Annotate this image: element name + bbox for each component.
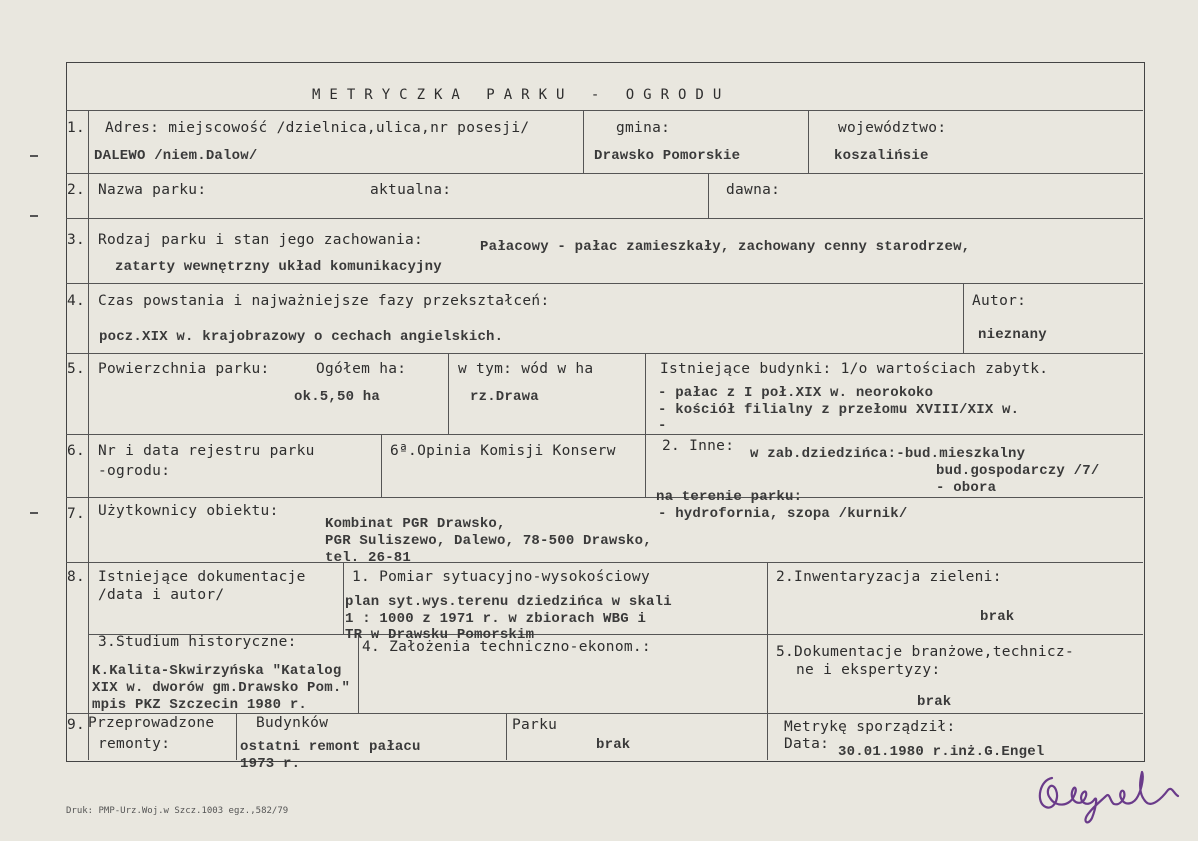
renovations-label: Przeprowadzone — [88, 715, 215, 731]
address-value: DALEWO /niem.Dalow/ — [94, 148, 258, 164]
rule — [358, 634, 359, 713]
rule — [381, 434, 382, 497]
section-number: 2. — [67, 182, 86, 198]
voivodeship-label: województwo: — [838, 120, 947, 136]
register-label: Nr i data rejestru parku — [98, 443, 315, 459]
rule — [506, 713, 507, 760]
users-label: Użytkownicy obiektu: — [98, 503, 279, 519]
greenery-inventory-label: 2.Inwentaryzacja zieleni: — [776, 569, 1002, 585]
documentation-label: Istniejące dokumentacje — [98, 569, 306, 585]
card-title: METRYCZKA PARKU - OGRODU — [312, 87, 731, 103]
rule — [66, 110, 1143, 111]
section-number: 5. — [67, 361, 86, 377]
rule — [448, 353, 449, 434]
section-number: 4. — [67, 293, 86, 309]
rule — [767, 562, 768, 713]
rule — [66, 497, 1143, 498]
historical-study-label: 3.Studium historyczne: — [98, 634, 297, 650]
historical-study-value: XIX w. dworów gm.Drawsko Pom." — [92, 680, 351, 696]
rule — [66, 434, 1143, 435]
register-label: -ogrodu: — [98, 463, 171, 479]
survey-value: TR w Drawsku Pomorskim — [345, 627, 535, 643]
rule — [808, 110, 809, 173]
commission-opinion-label: 6ª.Opinia Komisji Konserw — [390, 443, 616, 459]
rule — [236, 713, 237, 760]
park-type-value: Pałacowy - pałac zamieszkały, zachowany cenny starodrzew, — [480, 239, 971, 255]
prepared-by-label: Metrykę sporządził: — [784, 719, 956, 735]
survey-value: plan syt.wys.terenu dziedzińca w skali — [345, 594, 672, 610]
signature — [1022, 760, 1182, 830]
water-area-value: rz.Drawa — [470, 389, 539, 405]
park-name-label: Nazwa parku: — [98, 182, 207, 198]
former-name-label: dawna: — [726, 182, 781, 198]
buildings-renovation-value: 1973 r. — [240, 756, 301, 772]
other-building-item: - obora — [936, 480, 997, 496]
documentation-label: /data i autor/ — [98, 587, 225, 603]
rule — [88, 110, 89, 760]
section-number: 1. — [67, 120, 86, 136]
technical-assumptions-label: 4. Założenia techniczno-ekonom.: — [362, 639, 651, 655]
rule — [708, 173, 709, 218]
rule — [66, 218, 1143, 219]
building-item: - — [658, 418, 667, 434]
address-label: Adres: miejscowość /dzielnica,ulica,nr posesji/ — [105, 120, 530, 136]
survey-value: 1 : 1000 z 1971 r. w zbiorach WBG i — [345, 611, 647, 627]
rule — [66, 562, 1143, 563]
author-value: nieznany — [978, 327, 1047, 343]
rule — [963, 283, 964, 353]
buildings-label: Istniejące budynki: 1/o wartościach zabytk. — [660, 361, 1049, 377]
rule — [66, 713, 1143, 714]
rule — [583, 110, 584, 173]
area-label: Powierzchnia parku: — [98, 361, 270, 377]
rule — [767, 713, 768, 760]
park-type-value: zatarty wewnętrzny układ komunikacyjny — [115, 259, 442, 275]
park-renovation-value: brak — [596, 737, 631, 753]
greenery-inventory-value: brak — [980, 609, 1015, 625]
users-value: tel. 26-81 — [325, 550, 412, 566]
section-number: 9. — [67, 717, 86, 733]
history-value: pocz.XIX w. krajobrazowy o cechach angielskich. — [99, 329, 504, 345]
users-value: PGR Suliszewo, Dalewo, 78-500 Drawsko, — [325, 533, 652, 549]
renovations-label: remonty: — [98, 736, 171, 752]
margin-mark — [30, 215, 38, 217]
date-value: 30.01.1980 r.inż.G.Engel — [838, 744, 1045, 760]
total-area-label: Ogółem ha: — [316, 361, 407, 377]
historical-study-value: mpis PKZ Szczecin 1980 r. — [92, 697, 308, 713]
other-building-item: bud.gospodarczy /7/ — [936, 463, 1100, 479]
buildings-renovation-value: ostatni remont pałacu — [240, 739, 421, 755]
industry-docs-label: 5.Dokumentacje branżowe,technicz- — [776, 644, 1074, 660]
voivodeship-value: koszalińsie — [834, 148, 929, 164]
total-area-value: ok.5,50 ha — [294, 389, 381, 405]
author-label: Autor: — [972, 293, 1027, 309]
section-number: 7. — [67, 506, 86, 522]
rule — [66, 353, 1143, 354]
park-renovation-label: Parku — [512, 717, 558, 733]
other-building-item: w zab.dziedzińca:-bud.mieszkalny — [750, 446, 1026, 462]
other-building-item: na terenie parku: — [656, 489, 803, 505]
historical-study-value: K.Kalita-Skwirzyńska "Katalog — [92, 663, 342, 679]
other-buildings-label: 2. Inne: — [662, 438, 735, 454]
industry-docs-value: brak — [917, 694, 952, 710]
water-area-label: w tym: wód w ha — [458, 361, 594, 377]
users-value: Kombinat PGR Drawsko, — [325, 516, 506, 532]
history-label: Czas powstania i najważniejsze fazy przekształceń: — [98, 293, 550, 309]
section-number: 3. — [67, 232, 86, 248]
gmina-value: Drawsko Pomorskie — [594, 148, 741, 164]
rule — [66, 283, 1143, 284]
rule — [66, 173, 1143, 174]
date-label: Data: — [784, 736, 830, 752]
section-number: 6. — [67, 443, 86, 459]
margin-mark — [30, 512, 38, 514]
margin-mark — [30, 155, 38, 157]
building-item: - pałac z I poł.XIX w. neorokoko — [658, 385, 934, 401]
building-item: - kościół filialny z przełomu XVIII/XIX w. — [658, 402, 1020, 418]
other-building-item: - hydrofornia, szopa /kurnik/ — [658, 506, 908, 522]
industry-docs-label: ne i ekspertyzy: — [796, 662, 941, 678]
park-type-label: Rodzaj parku i stan jego zachowania: — [98, 232, 424, 248]
rule — [645, 353, 646, 497]
print-note: Druk: PMP-Urz.Woj.w Szcz.1003 egz.,582/79 — [66, 806, 289, 816]
buildings-renovation-label: Budynków — [256, 715, 329, 731]
survey-label: 1. Pomiar sytuacyjno-wysokościowy — [352, 569, 650, 585]
rule — [343, 562, 344, 634]
current-name-label: aktualna: — [370, 182, 452, 198]
section-number: 8. — [67, 569, 86, 585]
gmina-label: gmina: — [616, 120, 671, 136]
